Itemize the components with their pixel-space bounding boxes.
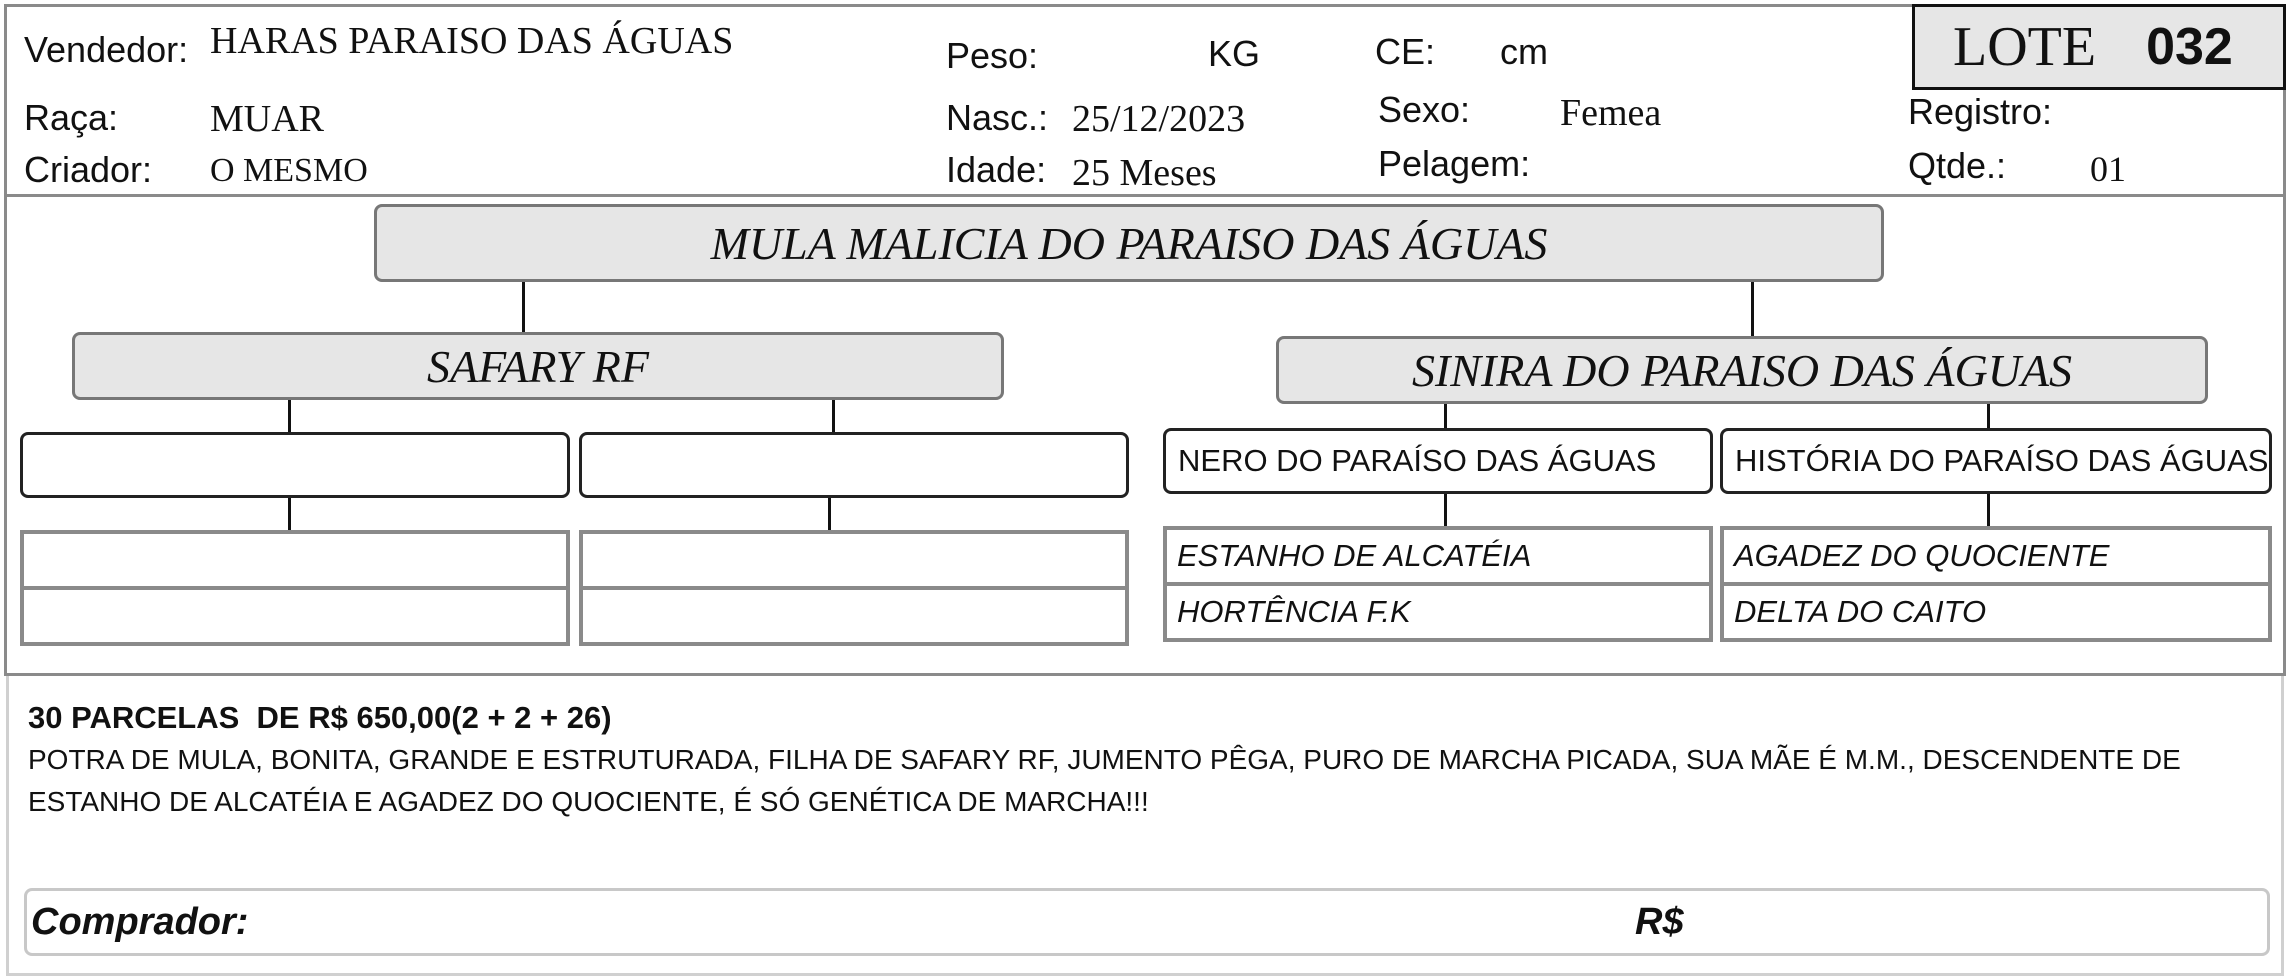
description-line-2: ESTANHO DE ALCATÉIA E AGADEZ DO QUOCIENTE, É SÓ GENÉTICA DE MARCHA!!! xyxy=(28,786,1149,817)
idade-label: Idade: xyxy=(946,149,1047,190)
animal-name: MULA MALICIA DO PARAISO DAS ÁGUAS xyxy=(710,217,1548,269)
dam-box xyxy=(1276,336,2208,404)
dam-sire-sire-cell xyxy=(1163,526,1713,586)
sire-name: SAFARY RF xyxy=(427,340,649,392)
connector-sire-dam xyxy=(832,400,835,434)
dam-dam-dam-cell xyxy=(1720,582,2272,642)
sire-dam-box xyxy=(579,432,1129,498)
sire-box xyxy=(72,332,1004,400)
dam-dam-dam-name: DELTA DO CAITO xyxy=(1734,594,1987,629)
sire-sire-box xyxy=(20,432,570,498)
description-line-1: POTRA DE MULA, BONITA, GRANDE E ESTRUTURADA, FILHA DE SAFARY RF, JUMENTO PÊGA, PURO DE MARCHA PICADA, SUA MÃE É M.M., DESCENDENTE DE xyxy=(28,744,2181,775)
sire-dam-dam-cell xyxy=(579,586,1129,646)
dam-sire-dam-name: HORTÊNCIA F.K xyxy=(1177,594,1411,629)
sire-dam-sire-cell xyxy=(579,530,1129,590)
dam-sire-name: NERO DO PARAÍSO DAS ÁGUAS xyxy=(1178,443,1657,478)
dam-name: SINIRA DO PARAISO DAS ÁGUAS xyxy=(1411,344,2073,396)
connector-sire-sire xyxy=(288,400,291,434)
dam-sire-box xyxy=(1163,428,1713,494)
payment-terms: 30 PARCELAS DE R$ 650,00(2 + 2 + 26) xyxy=(28,700,612,735)
nasc-label: Nasc.: xyxy=(946,97,1049,138)
criador-value: O MESMO xyxy=(210,152,368,189)
connector-dam-dam xyxy=(1987,404,1990,430)
sire-sire-sire-cell xyxy=(20,530,570,590)
ce-unit: cm xyxy=(1500,31,1548,72)
currency-label: R$ xyxy=(1635,901,1684,943)
lote-label: LOTE xyxy=(1953,16,2097,78)
buyer-field[interactable] xyxy=(24,888,2270,956)
connector-dam xyxy=(1751,282,1754,338)
peso-label: Peso: xyxy=(946,35,1039,76)
registro-label: Registro: xyxy=(1908,91,2053,132)
dam-dam-sire-name: AGADEZ DO QUOCIENTE xyxy=(1734,538,2110,573)
sexo-value: Femea xyxy=(1560,92,1662,134)
connector-dam-sire xyxy=(1444,404,1447,430)
sire-sire-dam-cell xyxy=(20,586,570,646)
animal-name-box xyxy=(374,204,1884,282)
ce-label: CE: xyxy=(1375,31,1436,72)
dam-dam-sire-cell xyxy=(1720,526,2272,586)
qtde-label: Qtde.: xyxy=(1908,145,2007,186)
raca-label: Raça: xyxy=(24,97,119,138)
qtde-value: 01 xyxy=(2090,149,2126,189)
sexo-label: Sexo: xyxy=(1378,89,1471,130)
criador-label: Criador: xyxy=(24,149,153,190)
peso-unit: KG xyxy=(1208,33,1261,74)
connector-sire xyxy=(522,282,525,336)
connector-sd-parents xyxy=(828,498,831,534)
idade-value: 25 Meses xyxy=(1072,152,1217,194)
vendedor-value: HARAS PARAISO DAS ÁGUAS xyxy=(210,20,734,62)
dam-dam-box xyxy=(1720,428,2272,494)
dam-sire-dam-cell xyxy=(1163,582,1713,642)
lote-box xyxy=(1912,4,2286,90)
dam-sire-sire-name: ESTANHO DE ALCATÉIA xyxy=(1177,538,1532,573)
lote-number: 032 xyxy=(2146,18,2233,76)
dam-dam-name: HISTÓRIA DO PARAÍSO DAS ÁGUAS xyxy=(1735,443,2269,478)
pelagem-label: Pelagem: xyxy=(1378,143,1531,184)
connector-ss-parents xyxy=(288,498,291,534)
comprador-label: Comprador: xyxy=(31,901,249,943)
raca-value: MUAR xyxy=(210,98,325,140)
nasc-value: 25/12/2023 xyxy=(1072,98,1246,140)
vendedor-label: Vendedor: xyxy=(24,29,189,70)
header-divider xyxy=(4,194,2286,197)
